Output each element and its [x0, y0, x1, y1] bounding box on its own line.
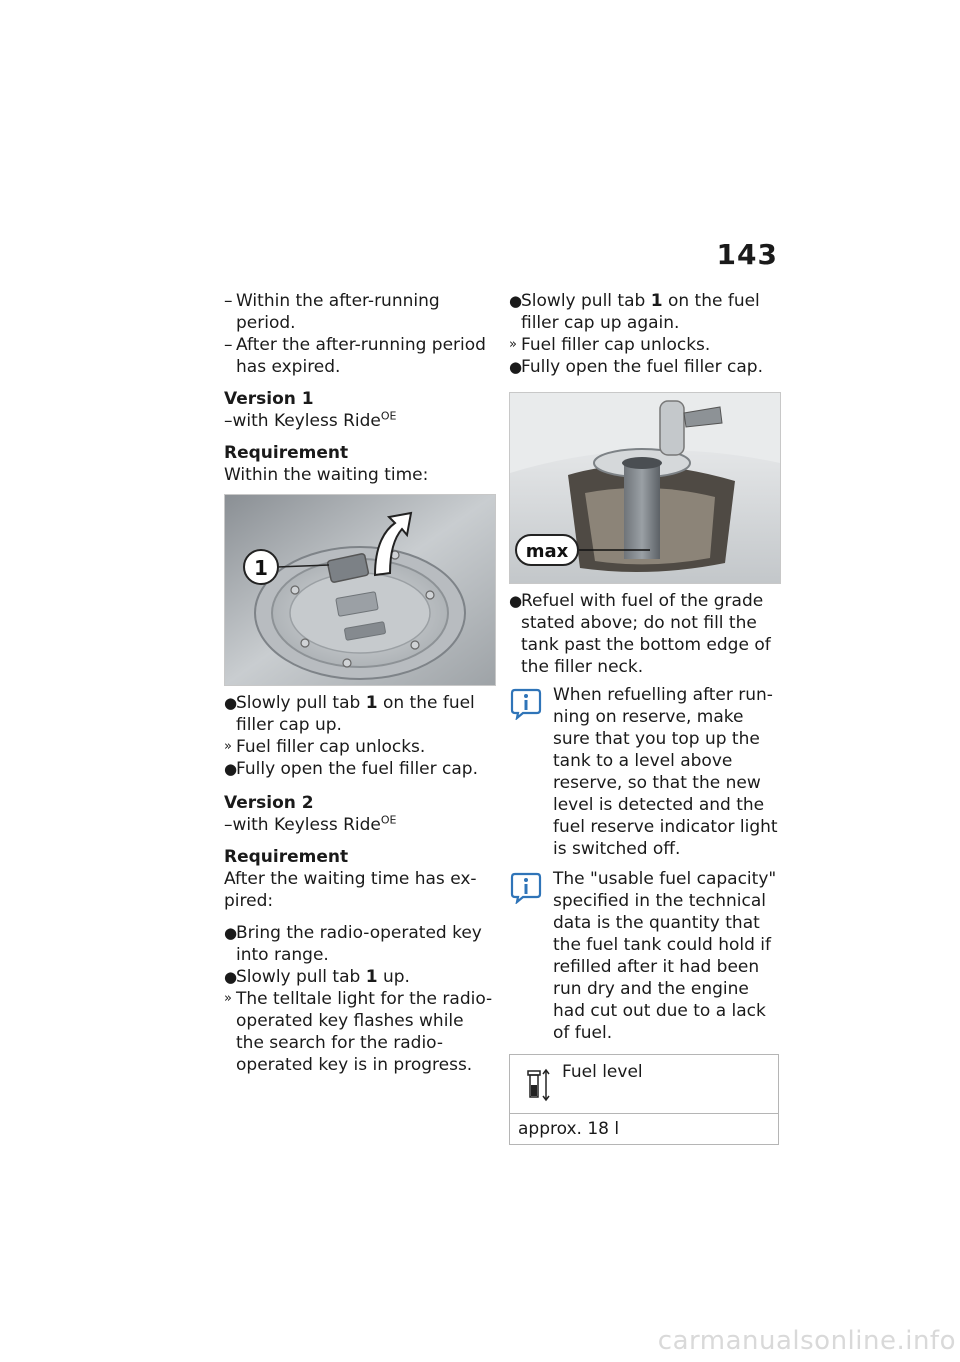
filler-neck-figure	[509, 392, 781, 584]
fuel-level-icon	[524, 1065, 552, 1103]
bullet-marker: ●	[224, 924, 238, 942]
watermark: carmanualsonline.info	[657, 1326, 956, 1356]
info-icon	[509, 870, 543, 904]
left-column	[224, 290, 496, 1076]
requirement-text: After the waiting time has ex-pired:	[224, 869, 477, 911]
fuel-cap-figure	[224, 494, 496, 686]
result-marker: »	[224, 739, 232, 754]
condition-line: –with Keyless Ride$^{OE}$	[224, 813, 397, 835]
spec-label: Fuel level	[562, 1062, 643, 1082]
list-item: ● Bring the radio-operated key into range.	[224, 923, 482, 965]
bullet-marker: ●	[509, 292, 523, 310]
info-icon	[509, 686, 543, 720]
requirement-heading: Requirement	[224, 443, 349, 463]
note-text: The "usable fuel capacity" specified in the technical data is the quantity that the fuel tank could hold if refilled after it had been run dry and the engine had cut out due to a lack of fuel.	[553, 869, 777, 1043]
list-item: ● Refuel with fuel of the grade stated above; do not fill the tank past the bottom edge of the filler neck.	[509, 591, 771, 677]
spec-value: approx. 18 l	[518, 1119, 620, 1139]
requirement-text: Within the waiting time:	[224, 465, 429, 485]
list-item: » Fuel filler cap unlocks.	[224, 737, 426, 757]
figure-label: max	[525, 541, 569, 562]
result-marker: »	[509, 337, 517, 352]
spec-header	[510, 1055, 778, 1114]
section-heading: Version 1	[224, 389, 314, 409]
list-item: ● Fully open the fuel filler cap.	[509, 357, 763, 377]
requirement-heading: Requirement	[224, 847, 349, 867]
list-item: – Within the after-running period.	[224, 291, 440, 333]
dash-marker: –	[224, 291, 233, 311]
filler-neck-illustration	[510, 393, 780, 583]
bullet-marker: ●	[224, 760, 238, 778]
list-item: ● Slowly pull tab 1 on the fuel filler cap up again.	[509, 291, 760, 333]
result-marker: »	[224, 991, 232, 1006]
list-item: ● Slowly pull tab 1 up.	[224, 967, 410, 987]
fuel-cap-illustration	[225, 495, 495, 685]
list-item: ● Slowly pull tab 1 on the fuel filler cap up.	[224, 693, 475, 735]
condition-line: –with Keyless Ride$^{OE}$	[224, 409, 397, 431]
list-item: » Fuel filler cap unlocks.	[509, 335, 711, 355]
list-item: » The telltale light for the radio-operated key flashes while the search for the radio-operated key is in progress.	[224, 989, 493, 1075]
info-note	[509, 684, 781, 860]
right-column	[509, 290, 781, 1145]
bullet-marker: ●	[509, 592, 523, 610]
dash-marker: –	[224, 335, 233, 355]
note-text: When refuelling after run-ning on reserve, make sure that you top up the tank to a level above reserve, so that the new level is detected and the fuel reserve indicator light is switched off.	[553, 685, 778, 859]
fuel-level-spec	[509, 1054, 779, 1145]
section-heading: Version 2	[224, 793, 314, 813]
page-number: 143	[716, 238, 778, 271]
list-item: ● Fully open the fuel filler cap.	[224, 759, 478, 779]
bullet-marker: ●	[224, 968, 238, 986]
info-note	[509, 868, 781, 1044]
bullet-marker: ●	[224, 694, 238, 712]
bullet-marker: ●	[509, 358, 523, 376]
figure-callout: 1	[254, 556, 268, 580]
list-item: – After the after-running period has expired.	[224, 335, 486, 377]
